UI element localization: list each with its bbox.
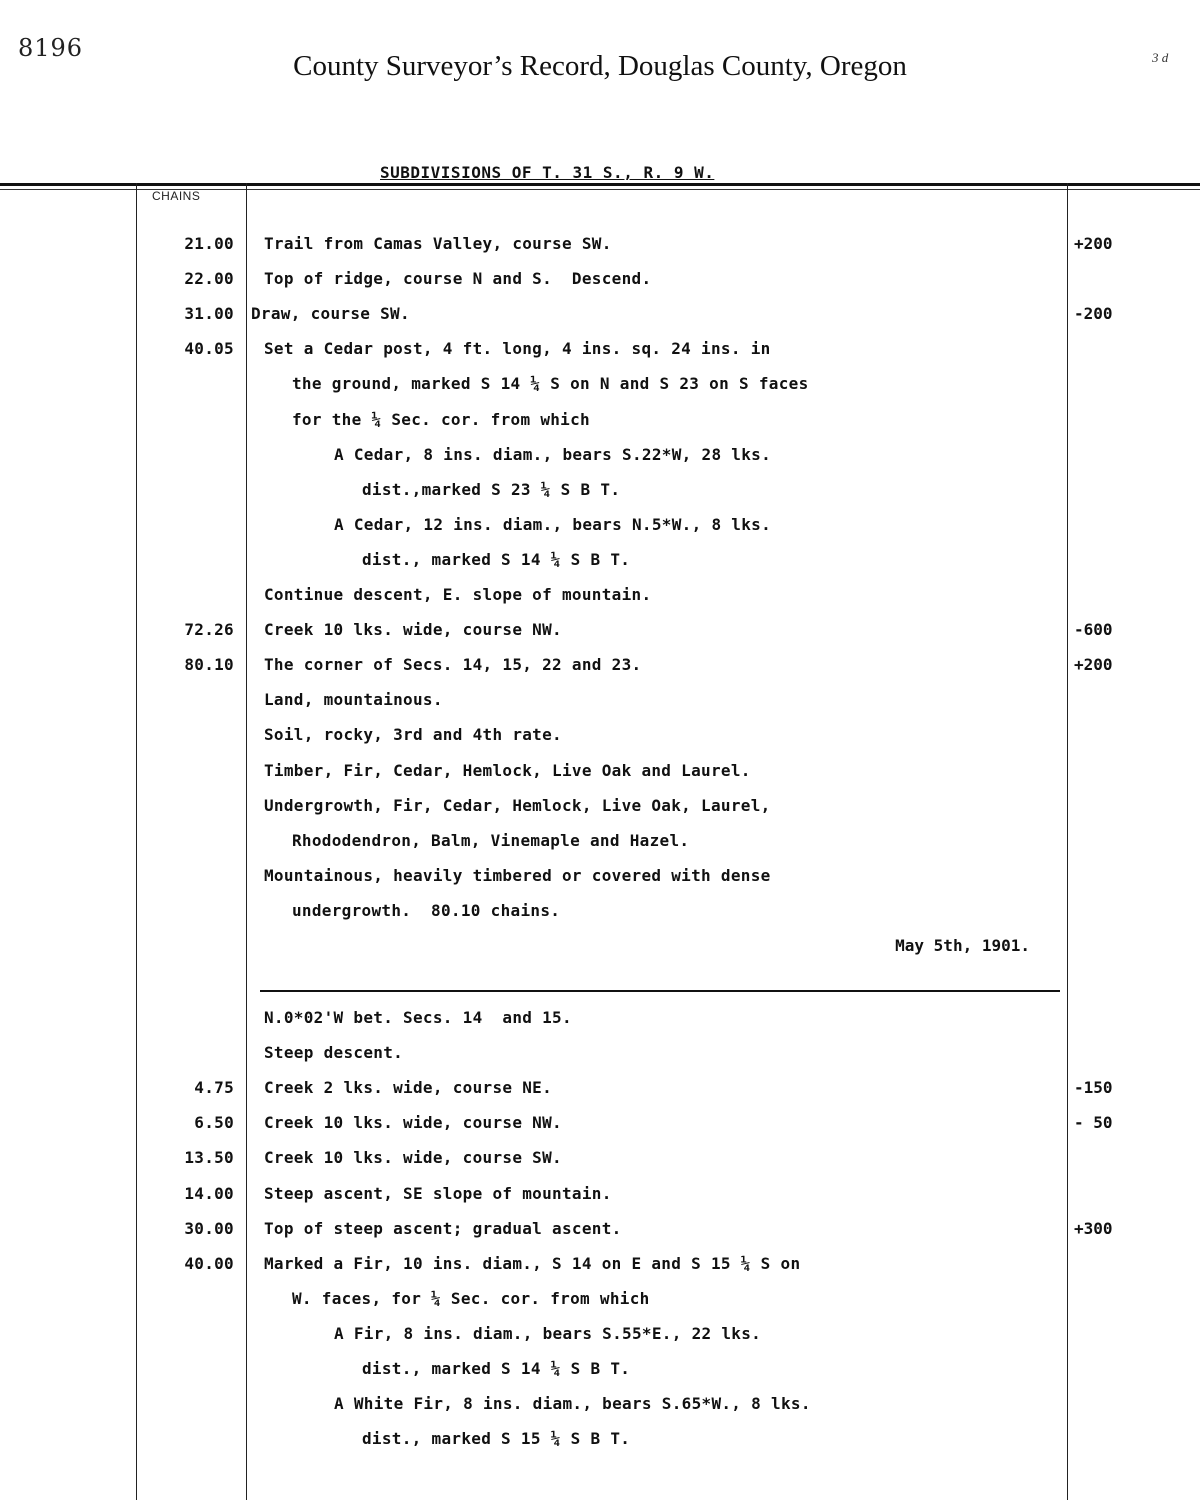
entry-row <box>0 1078 1200 1113</box>
entry-description: dist.,marked S 23 ¼ S B T. <box>362 479 621 499</box>
entry-description: Marked a Fir, 10 ins. diam., S 14 on E and S 15 ¼ S on <box>264 1253 801 1273</box>
entry-row <box>0 655 1200 690</box>
entry-description: Continue descent, E. slope of mountain. <box>264 585 652 604</box>
entry-row <box>0 480 1200 515</box>
entry-description: the ground, marked S 14 ¼ S on N and S 23 on S faces <box>292 374 809 394</box>
entry-row <box>0 410 1200 445</box>
entry-description: undergrowth. 80.10 chains. <box>292 900 561 920</box>
record-date: May 5th, 1901. <box>895 936 1030 955</box>
entry-row <box>0 1289 1200 1324</box>
entry-row <box>0 1254 1200 1289</box>
chain-value: 4.75 <box>194 1078 234 1098</box>
entry-row <box>0 1008 1200 1043</box>
chain-value: 30.00 <box>184 1218 234 1238</box>
entry-row <box>0 1148 1200 1183</box>
entry-description: Soil, rocky, 3rd and 4th rate. <box>264 725 562 745</box>
entry-description: Undergrowth, Fir, Cedar, Hemlock, Live Oak, Laurel, <box>264 795 771 815</box>
entry-description: A Cedar, 12 ins. diam., bears N.5*W., 8 lks. <box>334 514 772 534</box>
entry-description: Creek 2 lks. wide, course NE. <box>264 1078 553 1098</box>
entry-row <box>0 1113 1200 1148</box>
entry-description: dist., marked S 14 ¼ S B T. <box>362 549 631 569</box>
entry-row <box>0 304 1200 339</box>
entry-description: for the ¼ Sec. cor. from which <box>292 409 590 429</box>
elevation-value: -150 <box>1074 1078 1113 1098</box>
entry-row <box>0 1429 1200 1464</box>
record-date-row <box>0 936 1200 971</box>
entry-row <box>0 901 1200 936</box>
entry-description: Land, mountainous. <box>264 690 443 710</box>
page-title: County Surveyor’s Record, Douglas County, Oregon <box>293 50 907 82</box>
entry-description: Rhododendron, Balm, Vinemaple and Hazel. <box>292 830 690 850</box>
entry-description: dist., marked S 15 ¼ S B T. <box>362 1429 631 1449</box>
entry-row <box>0 1219 1200 1254</box>
entry-description: Mountainous, heavily timbered or covered with dense <box>264 865 771 885</box>
entry-description: Set a Cedar post, 4 ft. long, 4 ins. sq. 24 ins. in <box>264 339 771 359</box>
chain-value: 22.00 <box>184 269 234 289</box>
elevation-value: -200 <box>1074 304 1113 324</box>
elevation-value: -600 <box>1074 620 1113 640</box>
chain-value: 31.00 <box>184 304 234 324</box>
chain-value: 14.00 <box>184 1183 234 1203</box>
entry-row <box>0 1043 1200 1078</box>
elevation-value: - 50 <box>1074 1113 1113 1133</box>
chain-value: 80.10 <box>184 655 234 675</box>
entry-row <box>0 1184 1200 1219</box>
entry-description: Top of steep ascent; gradual ascent. <box>264 1218 622 1238</box>
entry-row <box>0 1324 1200 1359</box>
entry-description: A White Fir, 8 ins. diam., bears S.65*W., 8 lks. <box>334 1394 811 1414</box>
elevation-value: +300 <box>1074 1218 1113 1238</box>
entry-description: Creek 10 lks. wide, course SW. <box>264 1148 562 1168</box>
entry-description: Steep ascent, SE slope of mountain. <box>264 1183 612 1203</box>
entry-description: Steep descent. <box>264 1043 404 1063</box>
entry-description: Timber, Fir, Cedar, Hemlock, Live Oak and Laurel. <box>264 760 751 780</box>
entry-row <box>0 796 1200 831</box>
section-divider <box>260 990 1060 992</box>
entry-row <box>0 761 1200 796</box>
elevation-value: +200 <box>1074 234 1113 253</box>
chains-column-label: CHAINS <box>152 189 201 203</box>
entry-description: The corner of Secs. 14, 15, 22 and 23. <box>264 655 642 675</box>
entry-description: Top of ridge, course N and S. Descend. <box>264 269 652 289</box>
entry-description: N.0*02'W bet. Secs. 14 and 15. <box>264 1008 572 1027</box>
chain-value: 21.00 <box>184 234 234 253</box>
chain-value: 72.26 <box>184 620 234 640</box>
chain-value: 6.50 <box>194 1113 234 1133</box>
section-heading: SUBDIVISIONS OF T. 31 S., R. 9 W. <box>380 163 715 182</box>
entry-description: Trail from Camas Valley, course SW. <box>264 234 612 253</box>
entry-description: Creek 10 lks. wide, course NW. <box>264 620 562 640</box>
entry-row <box>0 585 1200 620</box>
chain-value: 40.05 <box>184 339 234 359</box>
chain-value: 40.00 <box>184 1253 234 1273</box>
entry-row <box>0 374 1200 409</box>
entry-row <box>0 1394 1200 1429</box>
elevation-value: +200 <box>1074 655 1113 675</box>
entry-row <box>0 620 1200 655</box>
entry-row <box>0 725 1200 760</box>
entry-description: W. faces, for ¼ Sec. cor. from which <box>292 1288 650 1308</box>
entry-row <box>0 550 1200 585</box>
entry-row <box>0 269 1200 304</box>
entry-row <box>0 339 1200 374</box>
entry-row <box>0 866 1200 901</box>
entry-row <box>0 1359 1200 1394</box>
entry-row <box>0 690 1200 725</box>
top-rule <box>0 183 1200 186</box>
entry-description: Creek 10 lks. wide, course NW. <box>264 1113 562 1133</box>
entry-row <box>0 234 1200 269</box>
entry-description: A Fir, 8 ins. diam., bears S.55*E., 22 lks. <box>334 1323 762 1343</box>
sheet-number: 3 d <box>1152 50 1169 65</box>
page-number: 8196 <box>18 34 84 62</box>
entry-row <box>0 515 1200 550</box>
entry-description: Draw, course SW. <box>251 304 410 324</box>
chain-value: 13.50 <box>184 1148 234 1168</box>
entry-row <box>0 831 1200 866</box>
entry-description: dist., marked S 14 ¼ S B T. <box>362 1359 631 1378</box>
entry-description: A Cedar, 8 ins. diam., bears S.22*W, 28 lks. <box>334 444 772 464</box>
entry-row <box>0 445 1200 480</box>
